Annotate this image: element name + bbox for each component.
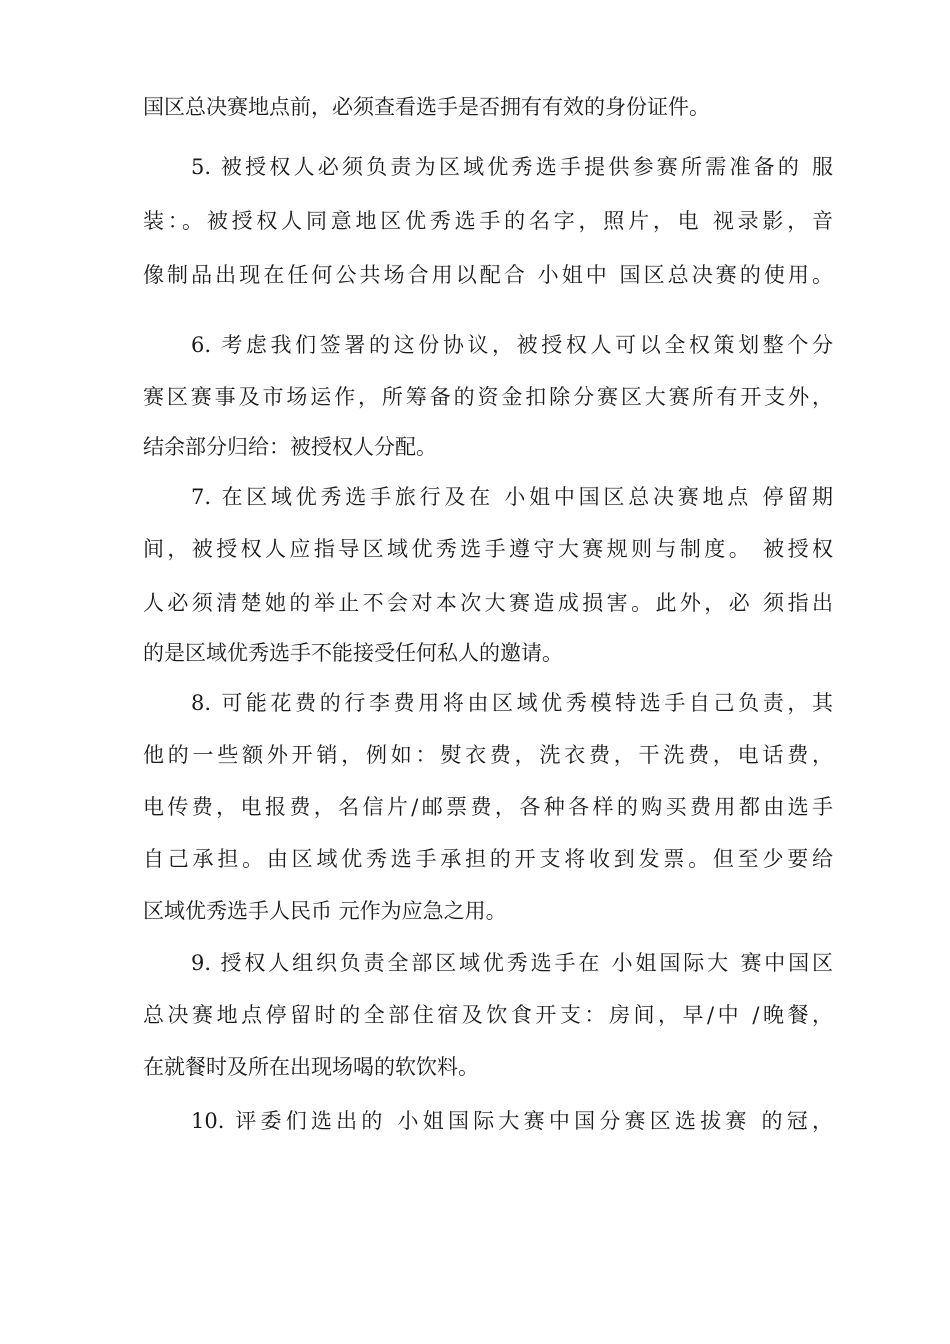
text-line: 自己承担。由区域优秀选手承担的开支将收到发票。但至少要给 bbox=[143, 847, 833, 871]
text-line: 人必须清楚她的举止不会对本次大赛造成损害。此外，必 须指出 bbox=[143, 591, 833, 615]
text-line: 像制品出现在任何公共场合用以配合 小姐中 国区总决赛的使用。 bbox=[143, 263, 833, 287]
text-line: 的是区域优秀选手不能接受任何私人的邀请。 bbox=[143, 641, 563, 665]
text-line: 区域优秀选手人民币 元作为应急之用。 bbox=[143, 899, 507, 923]
text-line: 赛区赛事及市场运作，所筹备的资金扣除分赛区大赛所有开支外， bbox=[143, 385, 833, 409]
text-line: 总决赛地点停留时的全部住宿及饮食开支：房间，早/中 /晚餐， bbox=[143, 1003, 833, 1027]
text-line: 结余部分归给：被授权人分配。 bbox=[143, 435, 437, 459]
text-line: 他的一些额外开销，例如：熨衣费，洗衣费，干洗费，电话费， bbox=[143, 743, 833, 767]
text-line: 装：。被授权人同意地区优秀选手的名字，照片，电 视录影，音 bbox=[143, 209, 833, 233]
paragraph-9-start: 9. 授权人组织负责全部区域优秀选手在 小姐国际大 赛中国区 bbox=[191, 951, 833, 975]
paragraph-10-start: 10. 评委们选出的 小姐国际大赛中国分赛区选拔赛 的冠， bbox=[191, 1109, 833, 1133]
paragraph-7-start: 7. 在区域优秀选手旅行及在 小姐中国区总决赛地点 停留期 bbox=[191, 485, 833, 509]
paragraph-6-start: 6. 考虑我们签署的这份协议，被授权人可以全权策划整个分 bbox=[191, 333, 833, 357]
paragraph-8-start: 8. 可能花费的行李费用将由区域优秀模特选手自己负责，其 bbox=[191, 691, 833, 715]
paragraph-5-start: 5. 被授权人必须负责为区域优秀选手提供参赛所需准备的 服 bbox=[191, 155, 833, 179]
text-line: 在就餐时及所在出现场喝的软饮料。 bbox=[143, 1055, 479, 1079]
text-line: 间，被授权人应指导区域优秀选手遵守大赛规则与制度。 被授权 bbox=[143, 537, 833, 561]
text-line: 国区总决赛地点前，必须查看选手是否拥有有效的身份证件。 bbox=[143, 95, 710, 119]
text-line: 电传费，电报费，名信片/邮票费，各种各样的购买费用都由选手 bbox=[143, 795, 833, 819]
